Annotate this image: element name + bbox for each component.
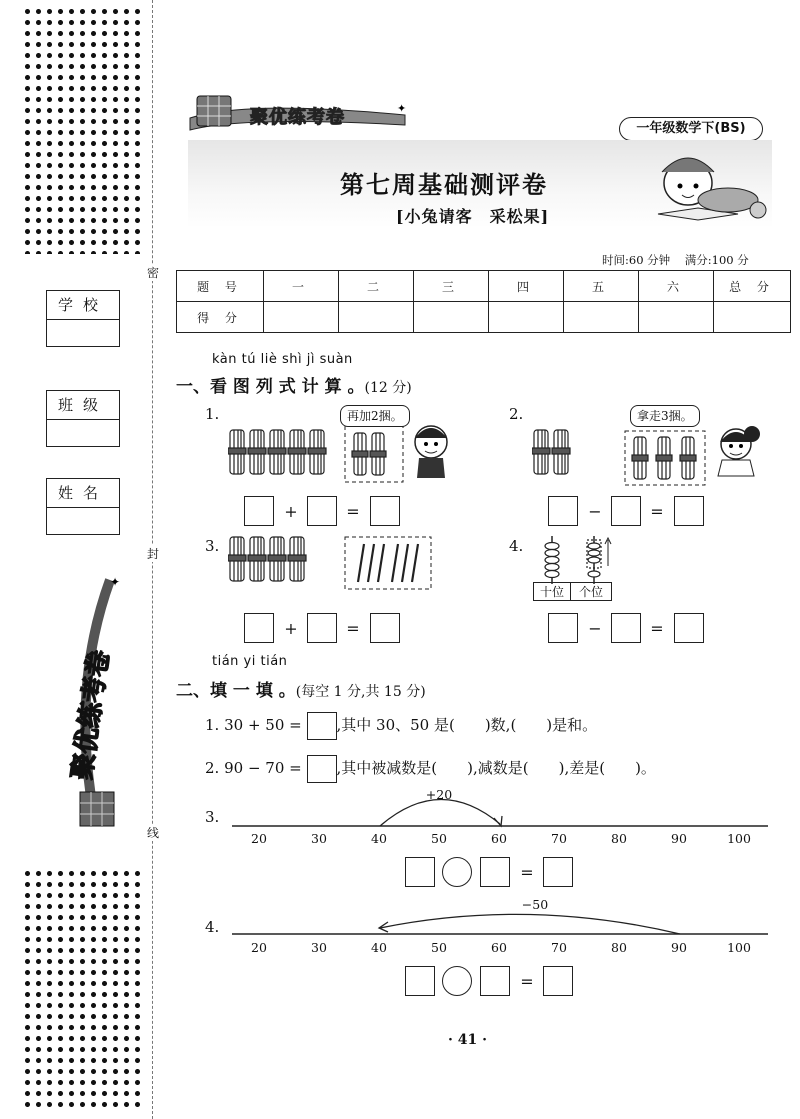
grade-badge: 一年级数学下(BS) [619,117,763,141]
problem1-speech-bubble: 再加2捆。 [340,405,410,427]
stick-bundles-4 [228,535,310,585]
score-cell[interactable] [639,302,714,333]
tick-label: 40 [371,940,387,955]
score-cell[interactable] [339,302,414,333]
side-brand-logo [40,570,135,840]
answer-box[interactable] [543,966,573,996]
answer-box[interactable] [548,613,578,643]
dashed-single-sticks [344,536,432,590]
school-label: 学校 [47,291,119,320]
tick-label: 20 [251,940,267,955]
dot-pattern-bottom [22,868,142,1113]
seal-xian: 线 [143,824,163,841]
arc-label-plus20: +20 [425,787,453,802]
time-limit: 时间:60 分钟 [602,253,671,267]
operator-circle[interactable] [442,857,472,887]
dashed-bundle-group [624,430,706,486]
header-cell: 题 号 [177,271,264,302]
q2-rest: ,其中被减数是( ),减数是( ),差是( )。 [336,759,656,777]
score-table-row [177,302,791,333]
full-score: 满分:100 分 [684,253,749,267]
problem4-number: 4. [509,537,524,555]
header-cell: 五 [564,271,639,302]
operator-circle[interactable] [442,966,472,996]
girl-icon [708,422,764,478]
problem3-number: 3. [205,537,220,555]
score-cell[interactable] [714,302,791,333]
q2-expression: 90 − 70 = [224,759,302,777]
score-row-label: 得 分 [177,302,264,333]
minus-sign: − [588,619,602,638]
page-number: · 41 · [448,1032,487,1048]
dot-pattern-top [22,6,142,254]
plus-sign: + [284,502,298,521]
q1-number: 1. [205,716,220,734]
stick-bundles-5 [228,428,330,478]
answer-box[interactable] [543,857,573,887]
score-table [176,270,791,333]
dashed-bundle-group [344,425,404,483]
tick-label: 60 [491,831,507,846]
class-label: 班级 [47,391,119,420]
school-box[interactable] [46,290,120,347]
problem2-number: 2. [509,405,524,423]
plus-sign: + [284,619,298,638]
answer-box[interactable] [370,496,400,526]
section1-pinyin: kàn tú liè shì jì suàn [212,352,353,367]
score-cell[interactable] [414,302,489,333]
equals-sign: = [650,502,664,521]
arc-label-minus50: −50 [521,897,549,912]
page-title: 第七周基础测评卷 [340,171,548,199]
girl-reading-illustration [648,148,770,228]
abacus-label-row [533,582,612,601]
boy-icon [405,420,455,480]
answer-box[interactable] [307,712,337,740]
question-1 [205,712,597,740]
header-cell: 二 [339,271,414,302]
equals-sign: = [346,619,360,638]
answer-box[interactable] [611,613,641,643]
answer-box[interactable] [480,966,510,996]
seal-feng: 封 [143,545,163,562]
score-table-header [177,271,791,302]
brand-name: 聚优练考卷 [250,107,345,128]
tick-label: 100 [727,831,751,846]
svg-text:✦: ✦ [110,575,121,589]
score-cell[interactable] [264,302,339,333]
tick-label: 60 [491,940,507,955]
answer-box[interactable] [307,496,337,526]
tick-label: 50 [431,831,447,846]
equals-sign: = [520,863,534,882]
tick-label: 50 [431,940,447,955]
q3-number: 3. [205,808,220,826]
tens-label: 十位 [534,583,571,600]
side-brand-text: 聚优练考卷 [67,648,116,782]
section1-title: 一、看 图 列 式 计 算 。(12 分) [176,377,412,397]
equals-sign: = [650,619,664,638]
tick-label: 30 [311,940,327,955]
tick-label: 70 [551,831,567,846]
answer-box[interactable] [405,966,435,996]
equals-sign: = [346,502,360,521]
ones-label: 个位 [578,585,603,599]
brand-cube-icon [197,96,231,126]
svg-text:✦: ✦ [397,102,407,115]
tick-label: 40 [371,831,387,846]
tick-label: 90 [671,940,687,955]
q2-number: 2. [205,759,220,777]
number-line-q3 [228,780,773,830]
answer-box[interactable] [244,496,274,526]
class-field[interactable] [47,420,119,446]
name-label: 姓名 [47,479,119,508]
q4-number: 4. [205,918,220,936]
cube-icon [80,792,114,826]
class-box[interactable] [46,390,120,447]
answer-box[interactable] [307,613,337,643]
section2-title: 二、填 一 填 。(每空 1 分,共 15 分) [176,681,426,701]
section2-pinyin: tián yi tián [212,654,288,669]
answer-box[interactable] [674,613,704,643]
answer-box[interactable] [307,755,337,783]
tick-label: 30 [311,831,327,846]
equals-sign: = [520,972,534,991]
abacus-icon [536,532,616,584]
answer-box[interactable] [405,857,435,887]
answer-box[interactable] [480,857,510,887]
problem2-speech-bubble: 拿走3捆。 [630,405,700,427]
school-field[interactable] [47,320,119,346]
answer-box[interactable] [674,496,704,526]
header-cell: 总 分 [714,271,791,302]
header-cell: 一 [264,271,339,302]
number-line-q4 [228,898,773,938]
tick-label: 70 [551,940,567,955]
name-box[interactable] [46,478,120,535]
question-2 [205,755,656,783]
seal-mi: 密 [143,264,163,281]
header-cell: 三 [414,271,489,302]
header-cell: 六 [639,271,714,302]
tick-label: 90 [671,831,687,846]
tick-label: 80 [611,831,627,846]
tick-label: 80 [611,940,627,955]
exam-meta [602,252,749,268]
header-cell: 四 [489,271,564,302]
score-cell[interactable] [564,302,639,333]
q1-expression: 30 + 50 = [224,716,302,734]
minus-sign: − [588,502,602,521]
q1-rest: ,其中 30、50 是( )数,( )是和。 [336,716,598,734]
name-field[interactable] [47,508,119,534]
tick-label: 100 [727,940,751,955]
answer-box[interactable] [611,496,641,526]
answer-box[interactable] [244,613,274,643]
answer-box[interactable] [548,496,578,526]
stick-bundles-2 [532,428,574,478]
tick-label: 20 [251,831,267,846]
score-cell[interactable] [489,302,564,333]
problem1-number: 1. [205,405,220,423]
page-subtitle: [小兔请客 采松果] [396,207,550,226]
answer-box[interactable] [370,613,400,643]
